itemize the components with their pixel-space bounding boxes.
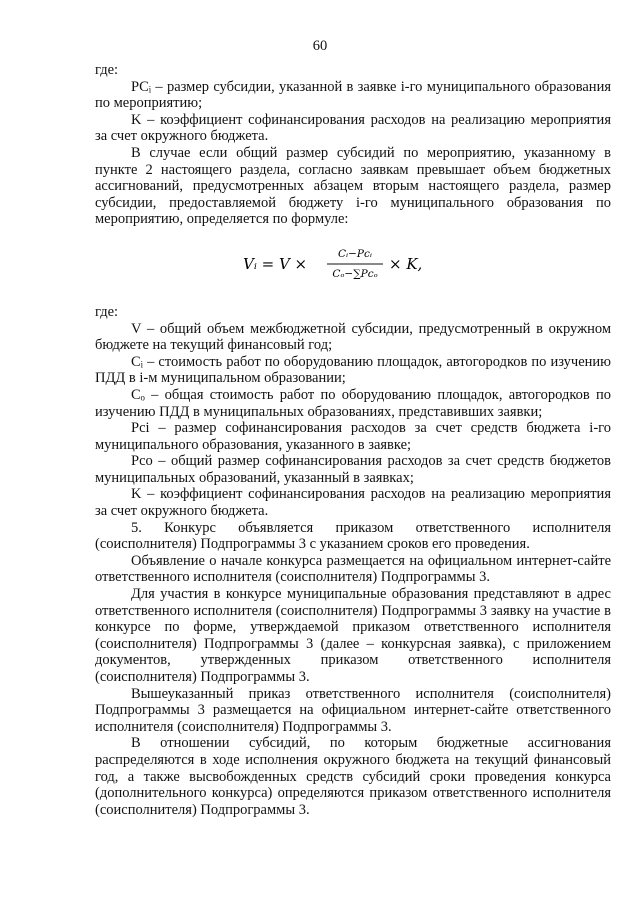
where-label: где: — [95, 62, 119, 78]
paragraph-order-publication: Вышеуказанный приказ ответственного исполнителя (соисполнителя) Подпрограммы 3 размещается на официальном интернет-сайте ответственного исполнителя (соисполнителя) Подпрограммы 3. — [95, 685, 611, 735]
definition-pci: PCᵢ – размер субсидии, указанной в заявке i-го муниципального образования по мероприятию; — [95, 78, 611, 112]
definition-pci-2: Pci – размер софинансирования расходов за счет средств бюджета i-го муниципального образования, указанного в заявке; — [95, 420, 611, 453]
definition-co: Cₒ – общая стоимость работ по оборудованию площадок, автогородков по изучению ПДД в муниципальных образованиях, представивших заявки; — [95, 386, 611, 420]
formula-lhs: Vᵢ = V × — [243, 254, 308, 273]
definition-pco: Pco – общий размер софинансирования расходов за счет средств бюджетов муниципальных образований, указанный в заявках; — [95, 453, 611, 486]
paragraph-additional-contest: В отношении субсидий, по которым бюджетные ассигнования распределяются в ходе исполнения окружного бюджета на текущий финансовый год, а также высвобожденных средств субсидий сроки проведения конкурса (дополнительного конкурса) определяются приказом ответственного исполнителя (соисполнителя) Подпрограммы 3. — [95, 735, 611, 818]
definition-v: V – общий объем межбюджетной субсидии, предусмотренный в окружном бюджете на текущий финансовый год; — [95, 320, 611, 354]
paragraph-excess-case: В случае если общий размер субсидий по мероприятию, указанному в пункте 2 настоящего раздела, согласно заявкам превышает объем бюджетных ассигнований, предусмотренных абзацем вторым настоящего раздела, размер субсидии, предоставляемой бюджету i-го муниципального образования по мероприятию, определяется по формуле: — [95, 144, 611, 228]
paragraph-participation: Для участия в конкурсе муниципальные образования представляют в адрес ответственного исполнителя (соисполнителя) Подпрограммы 3 заявку на участие в конкурсе по форме, утверждаемой приказом ответственного исполнителя (соисполнителя) Подпрограммы 3 (далее – конкурсная заявка), с приложением документов, утвержденных приказом ответственного исполнителя (соисполнителя) Подпрограммы 3. — [95, 586, 611, 685]
formula-numerator: Cᵢ−Pcᵢ — [337, 247, 373, 260]
clause-5: 5. Конкурс объявляется приказом ответственного исполнителя (соисполнителя) Подпрограммы 3 с указанием сроков его проведения. — [95, 519, 611, 553]
document-body — [95, 62, 611, 818]
formula-graphic — [243, 242, 463, 286]
formula-rhs: × K, — [389, 254, 423, 273]
definition-ci: Cᵢ – стоимость работ по оборудованию площадок, автогородков по изучению ПДД в i-м муниципальном образовании; — [95, 353, 611, 387]
definition-k: K – коэффициент софинансирования расходов на реализацию мероприятия за счет окружного бюджета. — [95, 111, 611, 145]
definition-k-2: K – коэффициент софинансирования расходов на реализацию мероприятия за счет окружного бюджета. — [95, 486, 611, 520]
formula-denominator: Cₒ−∑Pcₒ — [332, 267, 378, 280]
where-label-2: где: — [95, 303, 119, 320]
paragraph-announcement: Объявление о начале конкурса размещается на официальном интернет-сайте ответственного исполнителя (соисполнителя) Подпрограммы 3. — [95, 552, 611, 586]
page-number: 60 — [312, 38, 328, 54]
subsidy-formula — [95, 242, 611, 286]
